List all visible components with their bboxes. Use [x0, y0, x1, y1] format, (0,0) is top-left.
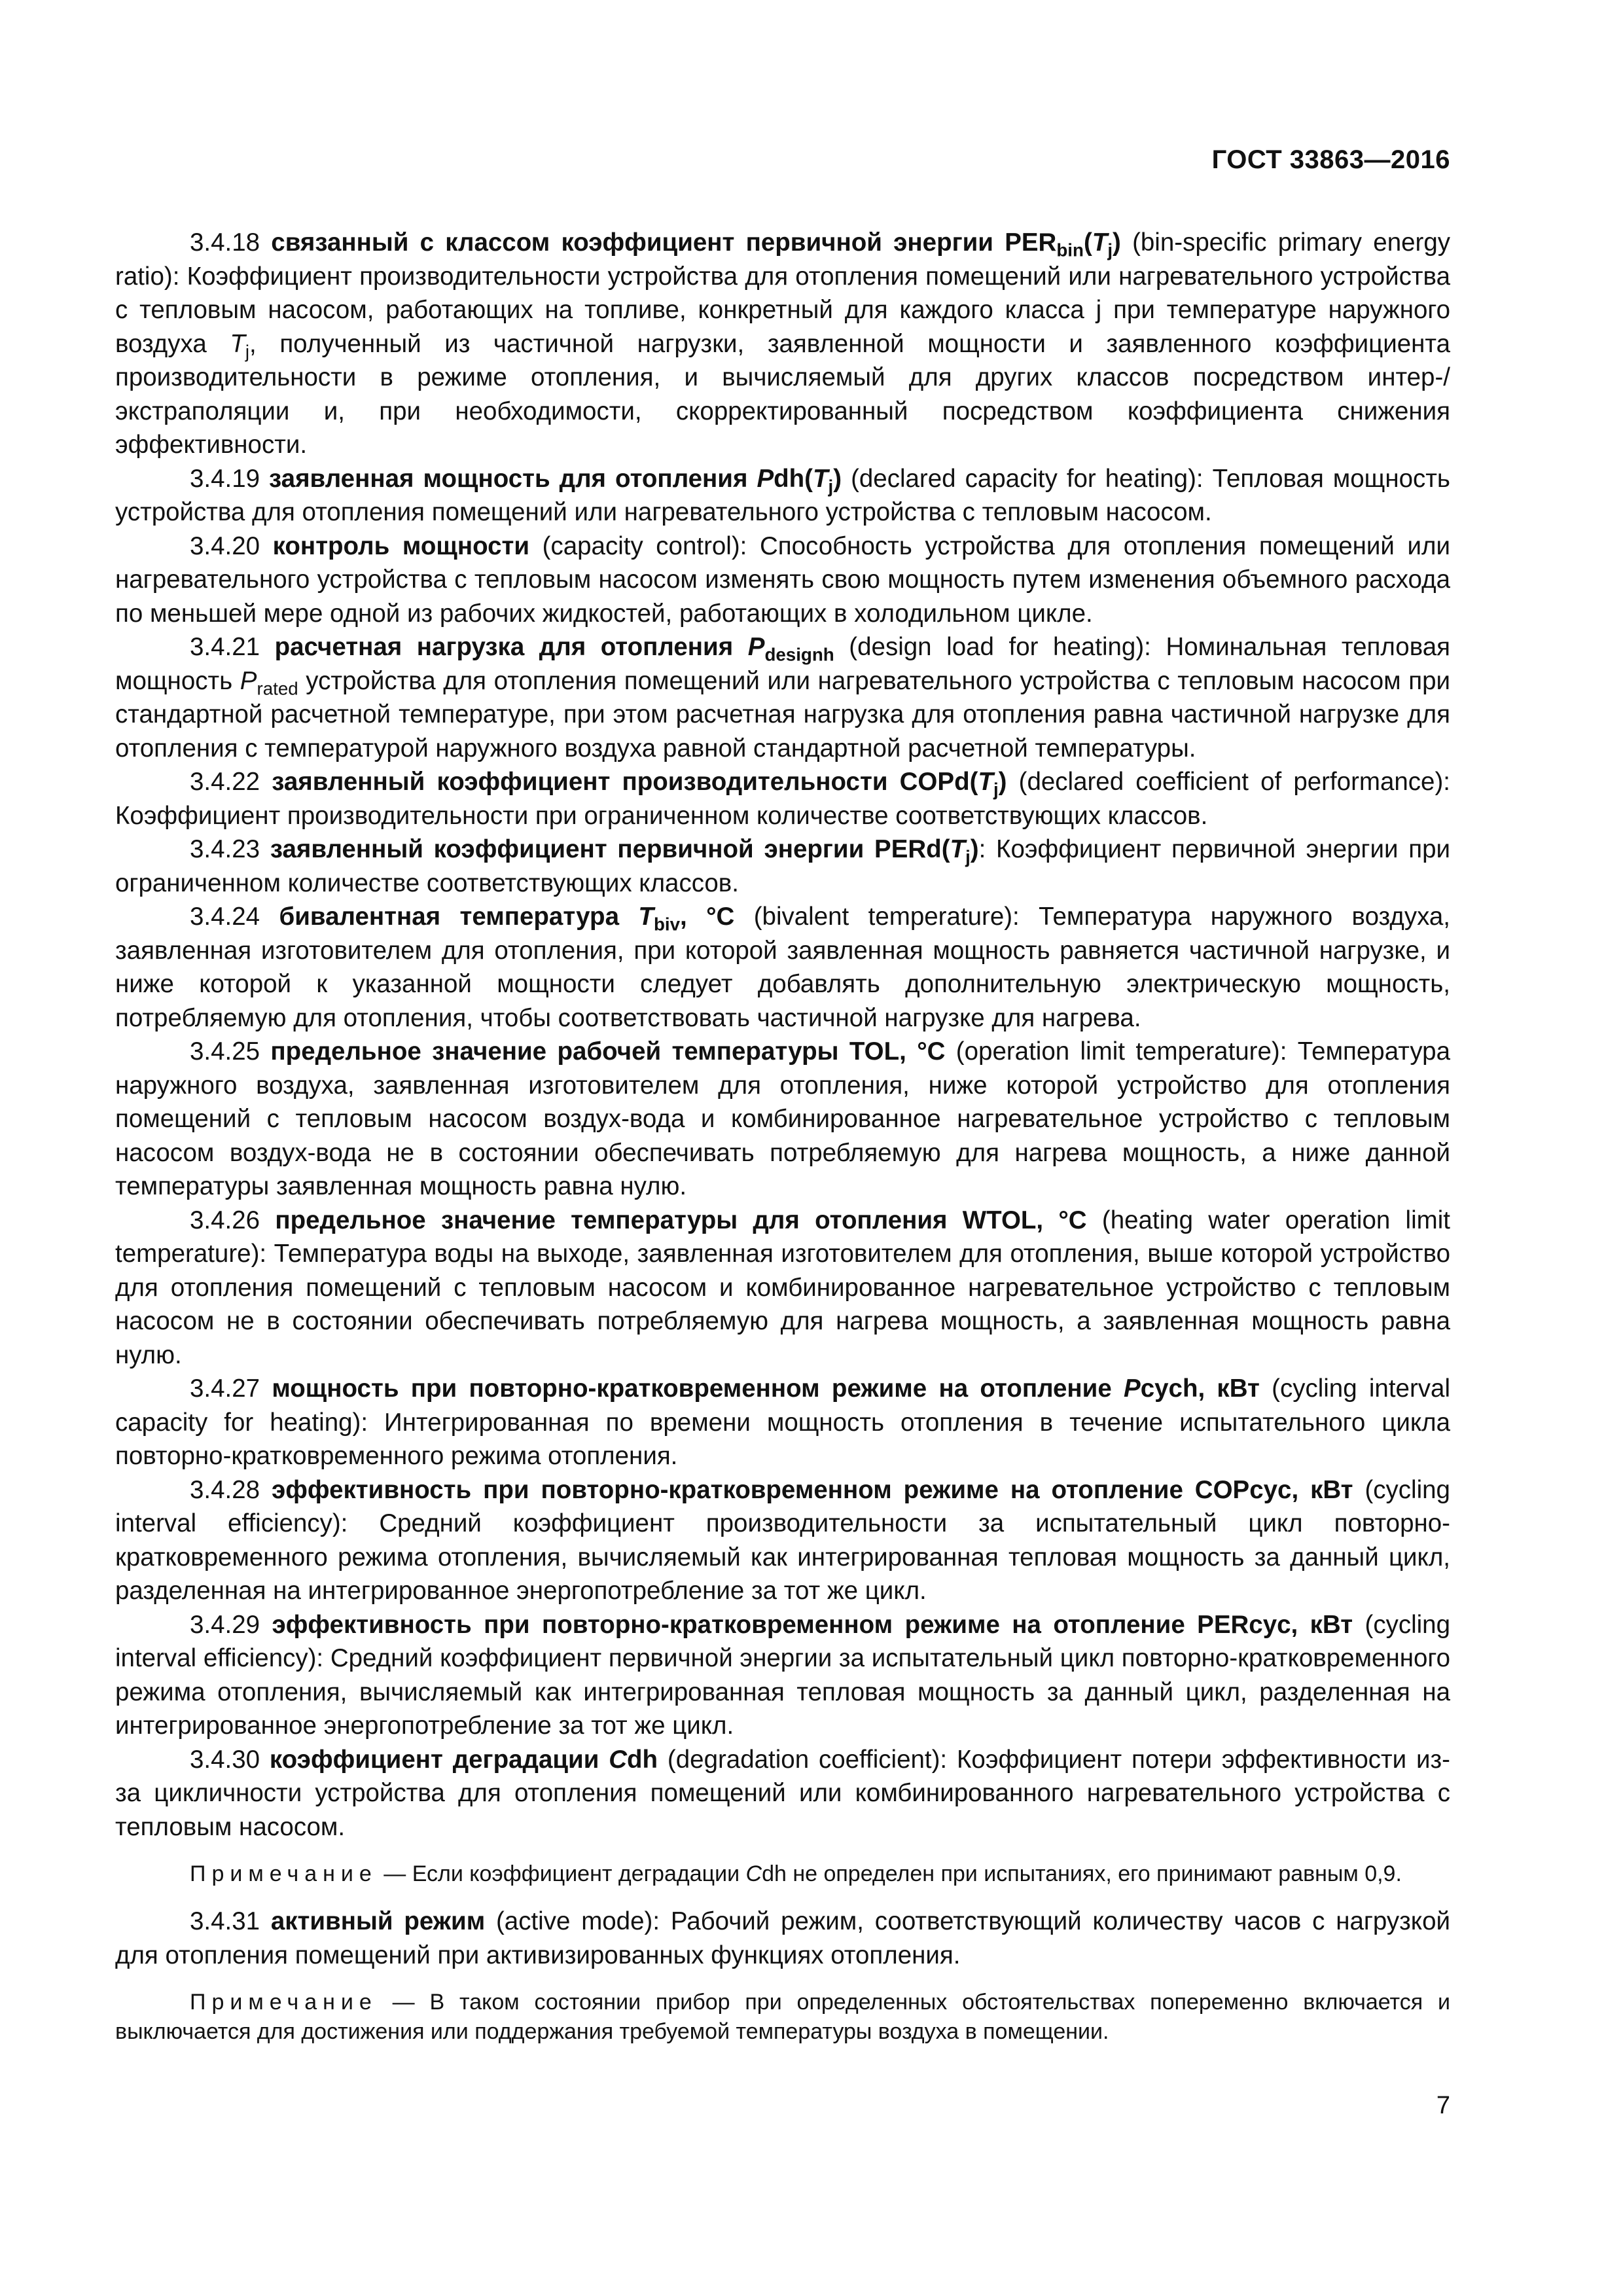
paragraph-3-4-31 — [115, 1905, 1450, 1972]
note-1: Примечание — Если коэффициент деградации Cdh не определен при испытаниях, его принимают равным 0,9. — [190, 1861, 1402, 1886]
paragraph-3-4-22 — [115, 765, 1450, 833]
document-body — [115, 226, 1450, 2062]
paragraph-3-4-23 — [115, 833, 1450, 900]
paragraph-3-4-28 — [115, 1473, 1450, 1608]
paragraph-3-4-24 — [115, 900, 1450, 1035]
term: эффективность при повторно-кратковременном режиме на отопление COPcyc, кВт — [271, 1475, 1353, 1504]
paragraph-3-4-20 — [115, 529, 1450, 631]
clause-number: 3.4.21 — [190, 633, 275, 661]
definition-text: (degradation coefficient): Коэффициент потери эффективности из-за цикличности устройства для отопления помещений или комбинированного нагревательного устройства с тепловым насосом. — [115, 1745, 1451, 1841]
paragraph-3-4-29 — [115, 1608, 1450, 1743]
paragraph-3-4-25 — [115, 1035, 1450, 1204]
paragraph-3-4-27 — [115, 1372, 1450, 1473]
definition-text: (operation limit temperature): Температура наружного воздуха, заявленная изготовителем для отопления, ниже которой устройство для отопления помещений с тепловым насосом воздух-вода и комбинированное нагревательное устройство с тепловым насосом воздух-вода не в состоянии обеспечивать потребляемую для нагрева мощность, а ниже данной температуры заявленная мощность равна нулю. — [115, 1037, 1450, 1200]
definition-text: (active mode): Рабочий режим, соответствующий количеству часов с нагрузкой для отопления помещений при активизированных функциях отопления. — [115, 1907, 1450, 1969]
paragraph-3-4-18: 3.4.18 связанный с классом коэффициент первичной энергии $PER_{bin}(T_j)$ (bin-specific primary energy ratio): Коэффициент производительности устройства для отопления помещений или нагревательного устройства с тепловым насосом, работающих на топливе, конкретный для каждого класса j при температуре наружного воздуха $T_j$, полученный из частичной нагрузки, заявленной мощности и заявленного коэффициента производительности в режиме отопления, и вычисляемый для других классов посредством интер-/экстраполяции и, при необходимости, скорректированный посредством коэффициента снижения эффективности. — [115, 228, 1451, 459]
term: эффективность при повторно-кратковременном режиме на отопление PERcyc, кВт — [272, 1610, 1353, 1639]
definition-text: : Коэффициент первичной энергии при ограниченном количестве соответствующих классов. — [115, 835, 1450, 897]
term: заявленный коэффициент первичной энергии $PERd(T_j)$ — [270, 835, 979, 867]
standard-header: ГОСТ 33863—2016 — [1211, 145, 1450, 174]
paragraph-3-4-26 — [115, 1204, 1450, 1372]
clause-number: 3.4.30 — [190, 1745, 270, 1774]
paragraph-3-4-30 — [115, 1743, 1450, 1844]
paragraph-3-4-19 — [115, 462, 1450, 529]
term: мощность при повторно-кратковременном режиме на отопление Pcych, кВт — [272, 1374, 1260, 1403]
clause-number: 3.4.24 — [190, 903, 279, 931]
paragraph-3-4-21: 3.4.21 расчетная нагрузка для отопления $P_{designh}$ (design load for heating): Номинальная тепловая мощность $P_{rated}$ устройства для отопления помещений или нагревательного устройства с тепловым насосом при стандартной расчетной температуре, при этом расчетная нагрузка для отопления равна частичной нагрузке для отопления с температурой наружного воздуха равной стандартной расчетной температуры. — [115, 633, 1450, 762]
definition-text: (bin-specific primary energy ratio): Коэффициент производительности устройства для отопления помещений или нагревательного устройства с тепловым насосом, работающих на топливе, конкретный для каждого класса j при температуре наружного воздуха — [115, 228, 1450, 358]
clause-number: 3.4.29 — [190, 1610, 272, 1639]
page-number: 7 — [1436, 2092, 1450, 2119]
term: связанный с классом коэффициент первичной энергии $PER_{bin}(T_j)$ — [271, 228, 1121, 260]
clause-number: 3.4.22 — [190, 768, 272, 796]
term: активный режим — [270, 1907, 486, 1935]
clause-number: 3.4.20 — [190, 531, 273, 560]
definition-text: (cycling interval efficiency): Средний коэффициент первичной энергии за испытательный цикл повторно-кратковременного режима отопления, вычисляемый как интегрированная тепловая мощность за данный цикл, разделенная на интегрированное энергопотребление за тот же цикл. — [115, 1610, 1450, 1740]
clause-number: 3.4.28 — [190, 1475, 272, 1504]
term: предельное значение температуры для отопления WTOL, °C — [275, 1206, 1087, 1234]
clause-number: 3.4.19 — [190, 464, 270, 493]
definition-text: (cycling interval efficiency): Средний коэффициент производительности за испытательный цикл повторно-кратковременного режима отопления, вычисляемый как интегрированная тепловая мощность за данный цикл, разделенная на интегрированное энергопотребление за тот же цикл. — [115, 1475, 1450, 1605]
definition-text: (cycling interval capacity for heating): Интегрированная по времени мощность отопления в течение испытательного цикла повторно-кратковременного режима отопления. — [115, 1374, 1450, 1470]
term: заявленный коэффициент производительности $COPd(T_j)$ — [272, 768, 1007, 800]
term: предельное значение рабочей температуры TOL, °C — [270, 1037, 946, 1066]
clause-number: 3.4.31 — [190, 1907, 271, 1935]
definition-text: (design load for heating): Номинальная тепловая мощность — [115, 633, 1450, 695]
clause-number: 3.4.26 — [190, 1206, 276, 1234]
note-label: Примечание — [190, 1861, 378, 1886]
clause-number: 3.4.25 — [190, 1037, 271, 1066]
term: контроль мощности — [272, 531, 530, 560]
note-label: Примечание — [190, 1990, 378, 2015]
note-2: Примечание — В таком состоянии прибор при определенных обстоятельствах попеременно включается и выключается для достижения или поддержания требуемой температуры воздуха в помещении. — [115, 1990, 1450, 2044]
definition-text: (declared coefficient of performance): Коэффициент производительности при ограниченном количестве соответствующих классов. — [115, 768, 1450, 830]
clause-number: 3.4.18 — [190, 228, 272, 257]
definition-text: (heating water operation limit temperature): Температура воды на выходе, заявленная изготовителем для отопления, выше которой устройство для отопления помещений с тепловым насосом и комбинированное нагревательное устройство с тепловым насосом не в состоянии обеспечивать потребляемую для нагрева мощность, а заявленная мощность равна нулю. — [115, 1206, 1450, 1369]
definition-text: устройства для отопления помещений или нагревательного устройства с тепловым насосом при стандартной расчетной температуре, при этом расчетная нагрузка для отопления равна частичной нагрузке для отопления с температурой наружного воздуха равной стандартной расчетной температуры. — [115, 666, 1450, 762]
definition-text: (bivalent temperature): Температура наружного воздуха, заявленная изготовителем для отопления, при которой заявленная мощность равняется частичной нагрузке, и ниже которой к указанной мощности следует добавлять дополнительную электрическую мощность, потребляемую для отопления, чтобы соответствовать частичной нагрузке для нагрева. — [115, 903, 1450, 1032]
definition-text: (capacity control): Способность устройства для отопления помещений или нагревательного устройства с тепловым насосом изменять свою мощность путем изменения объемного расхода по меньшей мере одной из рабочих жидкостей, работающих в холодильном цикле. — [115, 531, 1450, 628]
term: коэффициент деградации Cdh — [269, 1745, 658, 1774]
clause-number: 3.4.27 — [190, 1374, 272, 1403]
term: расчетная нагрузка для отопления $P_{designh}$ — [274, 633, 834, 665]
term: заявленная мощность для отопления $Pdh(T_j)$ — [269, 464, 842, 496]
clause-number: 3.4.23 — [190, 835, 270, 863]
definition-text: (declared capacity for heating): Тепловая мощность устройства для отопления помещений или нагревательного устройства с тепловым насосом. — [115, 464, 1450, 526]
term: бивалентная температура $T_{biv}$, °C — [279, 903, 735, 935]
definition-text: , полученный из частичной нагрузки, заявленной мощности и заявленного коэффициента производительности в режиме отопления, и вычисляемый для других классов посредством интер-/экстраполяции и, при необходимости, скорректированный посредством коэффициента снижения эффективности. — [115, 329, 1451, 459]
